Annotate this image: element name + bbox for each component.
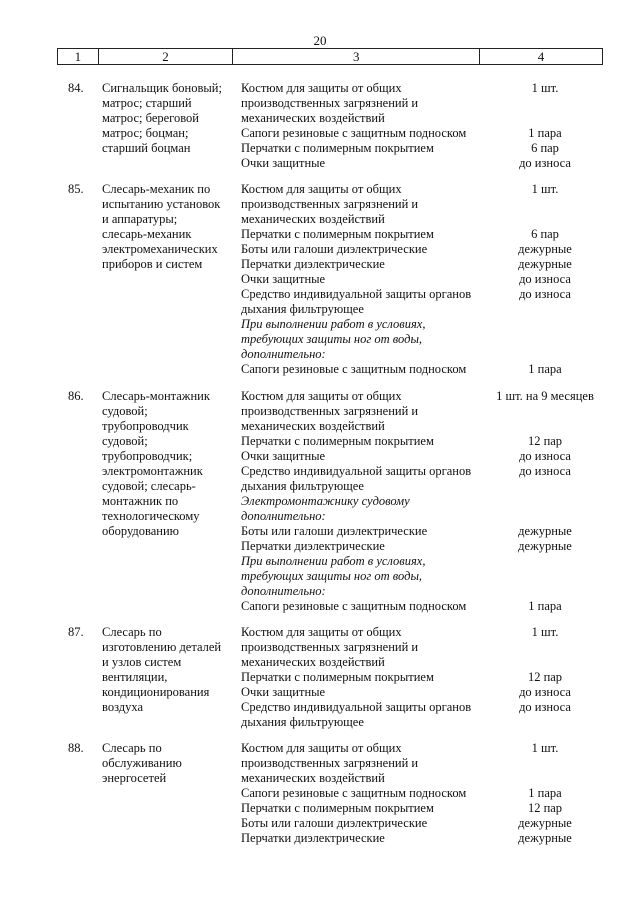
ppe-quantity: дежурные (518, 257, 572, 271)
ppe-quantity (480, 317, 610, 362)
ppe-quantity: до износа (519, 700, 571, 714)
ppe-item (241, 362, 501, 377)
ppe-item-text: Боты или галоши диэлектрические (241, 524, 428, 538)
ppe-quantity: 12 пар (527, 434, 563, 448)
ppe-item-text: Сапоги резиновые с защитным подноском (241, 599, 467, 613)
ppe-quantity: 1 пара (528, 126, 562, 140)
ppe-quantity: 1 шт. (531, 625, 559, 639)
ppe-item (241, 287, 501, 317)
ppe-item-text: При выполнении работ в условиях, требующих защиты ног от воды, дополнительно: (241, 317, 426, 361)
ppe-quantity: 12 пар (527, 801, 563, 815)
ppe-quantities (480, 389, 610, 614)
ppe-item-text: Сапоги резиновые с защитным подноском (241, 362, 467, 376)
ppe-item (241, 156, 501, 171)
ppe-item-text: Средство индивидуальной защиты органов дыхания фильтрующее (241, 700, 472, 729)
ppe-quantity (480, 554, 610, 599)
ppe-quantity: до износа (519, 449, 571, 463)
ppe-item (241, 786, 501, 801)
ppe-item-text: Очки защитные (241, 685, 326, 699)
entry-number: 86. (68, 389, 84, 403)
ppe-quantities (480, 81, 610, 171)
column-header-table (57, 48, 603, 65)
ppe-item-text: Сапоги резиновые с защитным подноском (241, 786, 467, 800)
ppe-quantity: 1 шт. на 9 месяцев (496, 389, 594, 403)
ppe-item-text: Перчатки с полимерным покрытием (241, 670, 434, 684)
ppe-item-text: Костюм для защиты от общих производственных загрязнений и механических воздействий (241, 741, 419, 785)
entry-number: 88. (68, 741, 84, 755)
ppe-quantity: до износа (519, 464, 571, 478)
ppe-item (241, 625, 501, 670)
ppe-item-text: Перчатки с полимерным покрытием (241, 801, 434, 815)
ppe-quantity: до износа (519, 272, 571, 286)
ppe-item-text: Перчатки диэлектрические (241, 831, 385, 845)
ppe-quantities (480, 741, 610, 846)
ppe-quantity: 6 пар (531, 141, 559, 155)
ppe-quantity: 6 пар (531, 227, 559, 241)
ppe-item (241, 182, 501, 227)
profession-title: Слесарь по обслуживанию энергосетей (102, 741, 182, 785)
ppe-item (241, 126, 501, 141)
condition-note (241, 494, 501, 524)
ppe-item (241, 257, 501, 272)
ppe-items (241, 625, 501, 730)
profession-title: Слесарь по изготовлению деталей и узлов систем вентиляции, кондиционирования воздуха (102, 625, 222, 714)
page-number: 20 (313, 33, 327, 48)
entry-number: 87. (68, 625, 84, 639)
ppe-quantity: 1 пара (528, 362, 562, 376)
ppe-quantity: 1 пара (528, 599, 562, 613)
ppe-item-text: Средство индивидуальной защиты органов дыхания фильтрующее (241, 287, 472, 316)
ppe-item (241, 141, 501, 156)
ppe-item (241, 685, 501, 700)
ppe-item (241, 801, 501, 816)
entry-number: 84. (68, 81, 84, 95)
ppe-item (241, 464, 501, 494)
profession-title: Сигнальщик боновый; матрос; старший матрос; береговой матрос; боцман; старший боцман (102, 81, 222, 155)
ppe-items (241, 741, 501, 846)
ppe-item (241, 700, 501, 730)
ppe-quantity: до износа (519, 156, 571, 170)
ppe-quantity: 1 шт. (531, 182, 559, 196)
ppe-item-text: Боты или галоши диэлектрические (241, 242, 428, 256)
ppe-item-text: Электромонтажнику судовому дополнительно: (241, 494, 410, 523)
ppe-item (241, 831, 501, 846)
ppe-quantity: дежурные (518, 524, 572, 538)
column-header-2: 2 (98, 49, 233, 65)
ppe-quantities (480, 182, 610, 377)
ppe-item (241, 539, 501, 554)
condition-note (241, 317, 501, 362)
ppe-item (241, 670, 501, 685)
ppe-item-text: Перчатки с полимерным покрытием (241, 141, 434, 155)
ppe-quantity: 1 шт. (531, 741, 559, 755)
ppe-item-text: Костюм для защиты от общих производственных загрязнений и механических воздействий (241, 81, 419, 125)
ppe-quantity: дежурные (518, 242, 572, 256)
profession-title: Слесарь-механик по испытанию установок и аппаратуры; слесарь-механик электромеханических приборов и систем (102, 182, 221, 271)
ppe-items (241, 389, 501, 614)
ppe-item (241, 449, 501, 464)
ppe-item (241, 389, 501, 434)
ppe-item-text: Перчатки с полимерным покрытием (241, 227, 434, 241)
ppe-item-text: Очки защитные (241, 272, 326, 286)
ppe-item (241, 81, 501, 126)
ppe-item (241, 242, 501, 257)
ppe-item (241, 741, 501, 786)
ppe-item-text: Очки защитные (241, 156, 326, 170)
ppe-quantity: дежурные (518, 816, 572, 830)
ppe-item-text: Перчатки диэлектрические (241, 257, 385, 271)
ppe-quantities (480, 625, 610, 730)
ppe-item-text: Костюм для защиты от общих производственных загрязнений и механических воздействий (241, 182, 419, 226)
ppe-quantity: дежурные (518, 539, 572, 553)
ppe-item (241, 816, 501, 831)
ppe-items (241, 81, 501, 171)
entry-number: 85. (68, 182, 84, 196)
ppe-quantity: 12 пар (527, 670, 563, 684)
column-header-1: 1 (58, 49, 99, 65)
column-header-4: 4 (480, 49, 603, 65)
ppe-item-text: При выполнении работ в условиях, требующих защиты ног от воды, дополнительно: (241, 554, 426, 598)
ppe-item-text: Перчатки с полимерным покрытием (241, 434, 434, 448)
ppe-quantity: до износа (519, 685, 571, 699)
ppe-item-text: Сапоги резиновые с защитным подноском (241, 126, 467, 140)
ppe-item-text: Перчатки диэлектрические (241, 539, 385, 553)
ppe-item-text: Костюм для защиты от общих производственных загрязнений и механических воздействий (241, 625, 419, 669)
ppe-item-text: Очки защитные (241, 449, 326, 463)
ppe-item (241, 524, 501, 539)
ppe-quantity: 1 шт. (531, 81, 559, 95)
ppe-item (241, 599, 501, 614)
ppe-quantity: до износа (519, 287, 571, 301)
condition-note (241, 554, 501, 599)
column-header-3: 3 (233, 49, 480, 65)
ppe-item (241, 272, 501, 287)
column-header-row (58, 49, 603, 65)
ppe-item-text: Боты или галоши диэлектрические (241, 816, 428, 830)
ppe-item (241, 227, 501, 242)
ppe-items (241, 182, 501, 377)
ppe-item-text: Средство индивидуальной защиты органов дыхания фильтрующее (241, 464, 472, 493)
ppe-quantity (480, 494, 610, 524)
ppe-item (241, 434, 501, 449)
ppe-quantity: дежурные (518, 831, 572, 845)
ppe-item-text: Костюм для защиты от общих производственных загрязнений и механических воздействий (241, 389, 419, 433)
profession-title: Слесарь-монтажник судовой; трубопроводчик судовой; трубопроводчик; электромонтажник судовой; слесарь- монтажник по технологическому оборудованию (102, 389, 210, 538)
ppe-quantity: 1 пара (528, 786, 562, 800)
